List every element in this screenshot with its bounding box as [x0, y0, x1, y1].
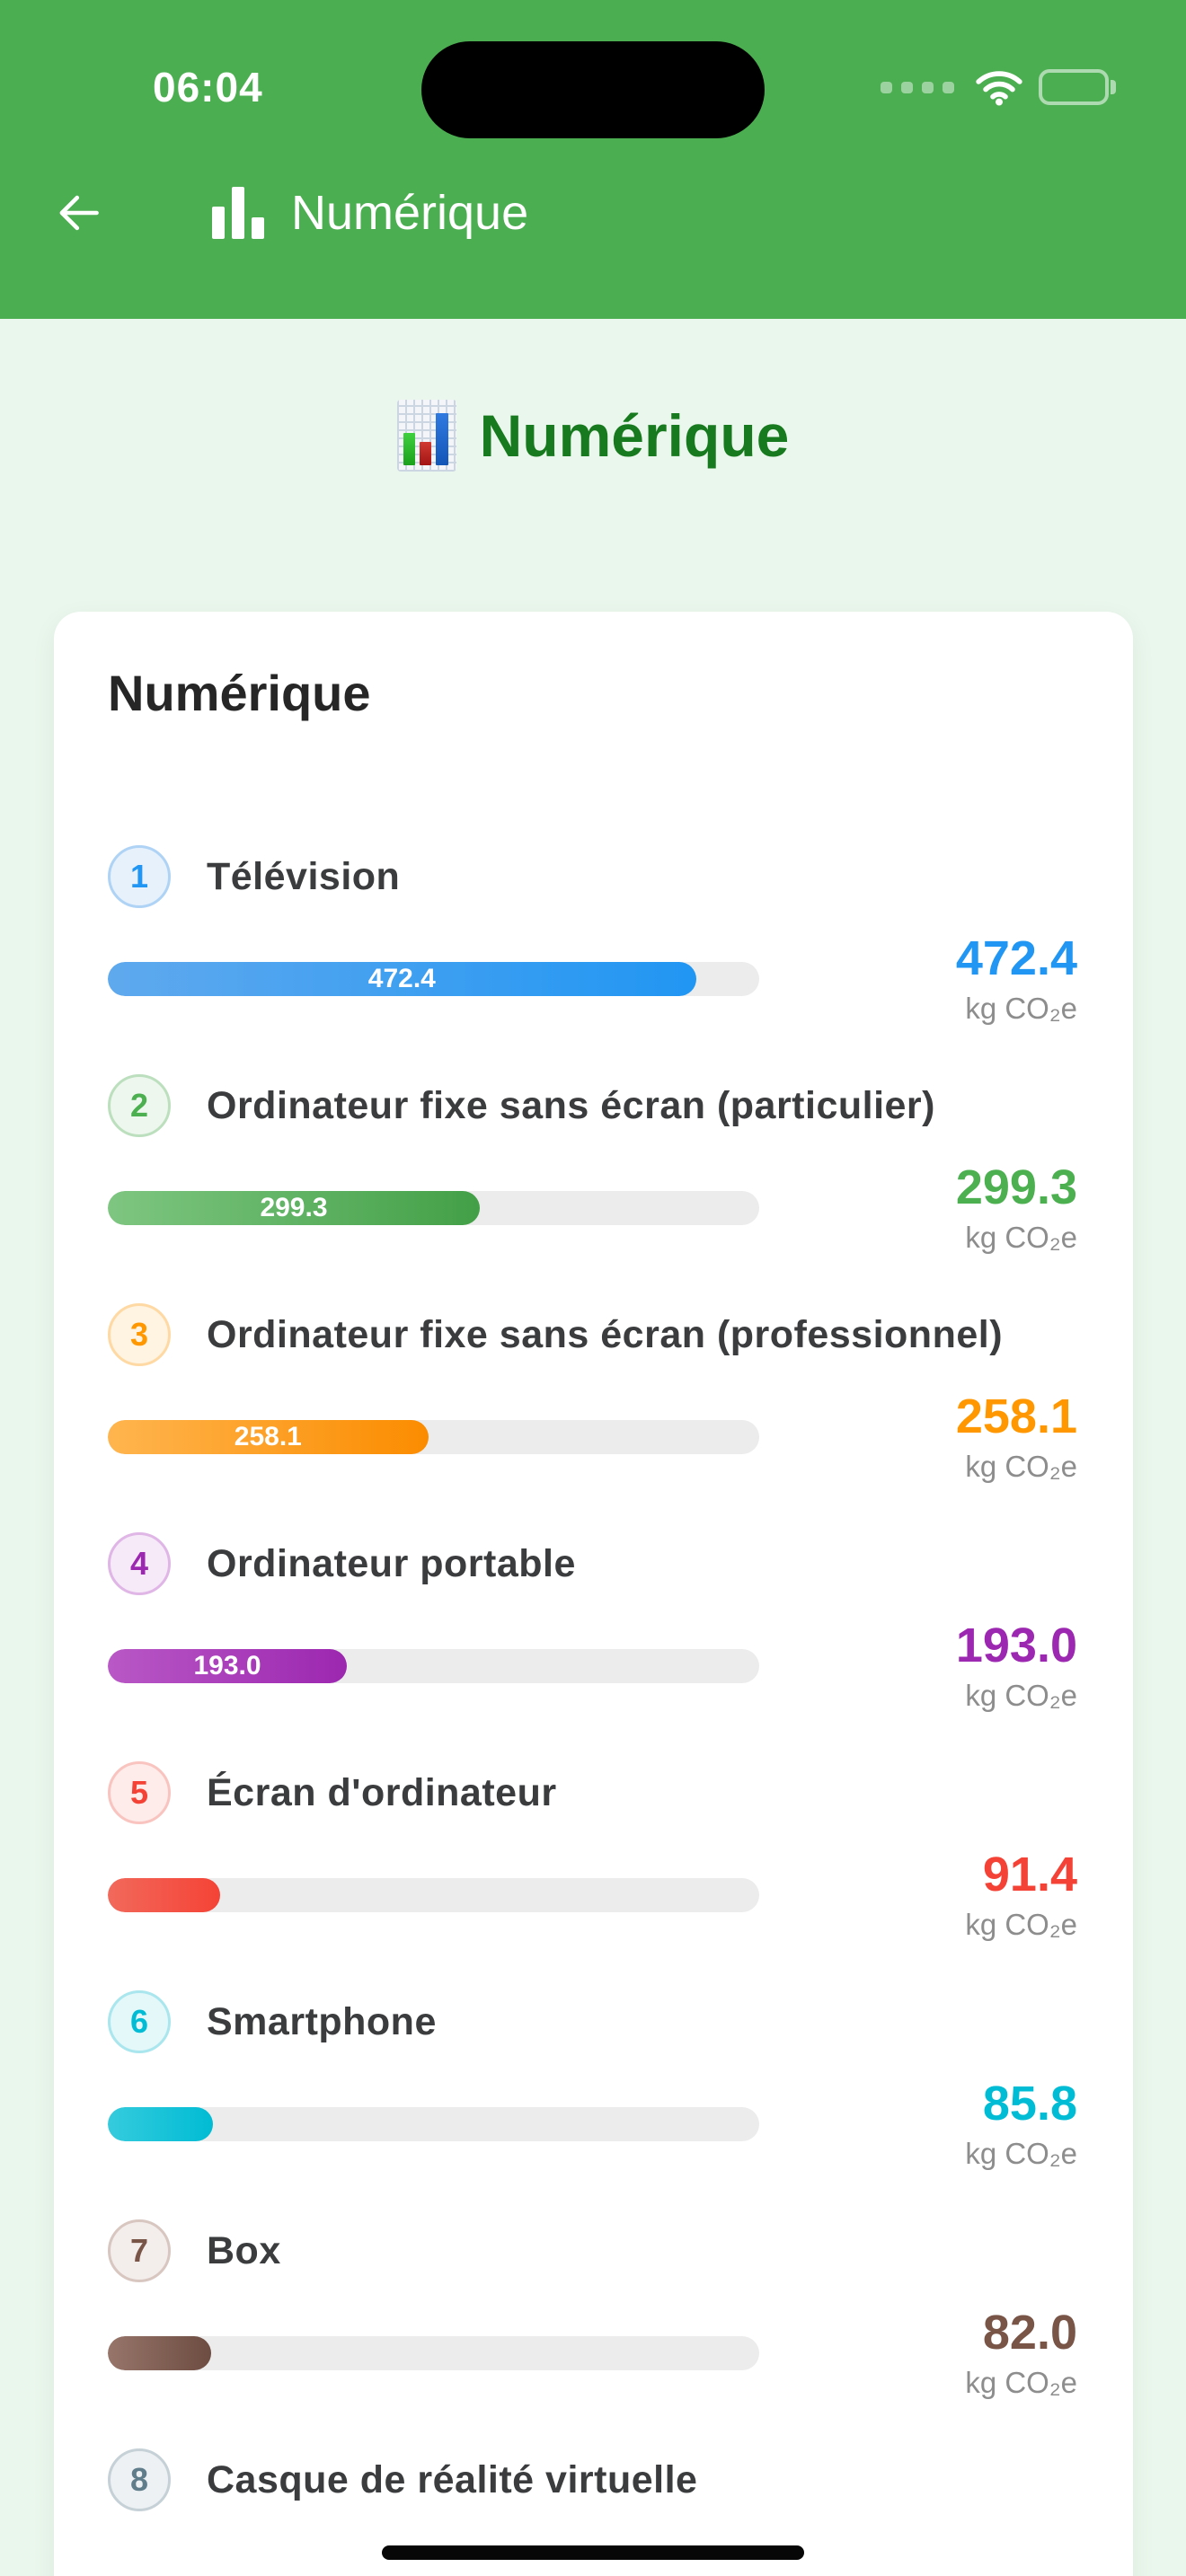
- value-block: [781, 1621, 1077, 1710]
- unit-text: kg CO₂e: [965, 1908, 1077, 1941]
- rank-badge: [108, 1074, 171, 1137]
- progress-bar-value-label: 299.3: [260, 1192, 328, 1222]
- rank-badge: [108, 2448, 171, 2511]
- app-bar: [0, 0, 1186, 319]
- rank-number: 8: [129, 2461, 149, 2498]
- bar-row: [108, 1850, 1077, 1939]
- category-list: [108, 844, 1077, 2512]
- value-block: [781, 2308, 1077, 2397]
- category-row[interactable]: [108, 1531, 1077, 1710]
- category-label: Écran d'ordinateur: [207, 1770, 557, 1814]
- dynamic-island: [421, 41, 765, 138]
- unit-text: kg CO₂e: [965, 1679, 1077, 1712]
- rank-badge: [108, 1532, 171, 1595]
- category-label: Smartphone: [207, 1999, 437, 2043]
- value-block: [781, 1160, 1077, 1254]
- category-label: Ordinateur portable: [207, 1541, 576, 1585]
- category-label: Casque de réalité virtuelle: [207, 2457, 698, 2501]
- progress-bar-track: [108, 2107, 759, 2141]
- category-row[interactable]: [108, 1302, 1077, 1481]
- rank-number: 6: [129, 2003, 149, 2040]
- progress-bar-track: [108, 1649, 759, 1683]
- progress-bar-value-label: 193.0: [193, 1650, 261, 1681]
- progress-bar-track: [108, 1878, 759, 1912]
- arrow-left-icon: [52, 187, 104, 239]
- value-block: [781, 2079, 1077, 2168]
- wifi-icon: [974, 68, 1024, 106]
- category-row[interactable]: [108, 1760, 1077, 1939]
- rank-badge: [108, 1990, 171, 2053]
- value-text: 85.8: [982, 2077, 1077, 2130]
- value-text: 299.3: [955, 1160, 1077, 1214]
- value-block: [781, 1389, 1077, 1483]
- rank-badge: [108, 1761, 171, 1824]
- bar-row: [108, 2079, 1077, 2168]
- card-title: Numérique: [108, 665, 371, 721]
- progress-bar-fill: [108, 2107, 213, 2141]
- unit-text: kg CO₂e: [965, 992, 1077, 1025]
- progress-bar-fill: [108, 1878, 220, 1912]
- rank-number: 2: [129, 1087, 149, 1124]
- category-label: Ordinateur fixe sans écran (particulier): [207, 1083, 935, 1127]
- unit-text: kg CO₂e: [965, 2366, 1077, 2399]
- bar-row: [108, 2308, 1077, 2397]
- category-label: Box: [207, 2228, 281, 2272]
- category-label: Télévision: [207, 854, 401, 898]
- bar-row: [108, 1160, 1077, 1254]
- category-row[interactable]: [108, 1989, 1077, 2168]
- progress-bar-fill: [108, 1649, 347, 1683]
- value-text: 258.1: [955, 1389, 1077, 1443]
- value-text: 91.4: [982, 1848, 1077, 1901]
- category-row[interactable]: [108, 1073, 1077, 1252]
- bar-chart-emoji-icon: [397, 400, 456, 472]
- value-text: 193.0: [955, 1619, 1077, 1672]
- page-title-text: Numérique: [479, 402, 790, 469]
- category-row[interactable]: [108, 844, 1077, 1023]
- rank-number: 5: [129, 1774, 149, 1811]
- category-label: Ordinateur fixe sans écran (professionnel): [207, 1312, 1004, 1356]
- cellular-dots-icon: [881, 82, 954, 93]
- rank-number: 7: [129, 2232, 149, 2269]
- progress-bar-fill: [108, 2336, 211, 2370]
- bar-chart-icon: [212, 187, 264, 239]
- status-bar: [0, 0, 1186, 142]
- page-title: [0, 394, 1186, 477]
- progress-bar-track: [108, 1191, 759, 1225]
- value-block: [781, 931, 1077, 1025]
- rank-badge: [108, 845, 171, 908]
- progress-bar-track: [108, 962, 759, 996]
- progress-bar-fill: [108, 1191, 480, 1225]
- rank-number: 1: [129, 858, 149, 895]
- category-card: [54, 612, 1133, 2576]
- progress-bar-track: [108, 1420, 759, 1454]
- progress-bar-track: [108, 2336, 759, 2370]
- battery-icon: [1039, 69, 1116, 105]
- navigation-bar: [0, 146, 1186, 280]
- unit-text: kg CO₂e: [965, 1221, 1077, 1254]
- category-row[interactable]: [108, 2219, 1077, 2397]
- back-button[interactable]: [52, 181, 115, 244]
- unit-text: kg CO₂e: [965, 1450, 1077, 1483]
- rank-number: 4: [129, 1545, 149, 1582]
- rank-badge: [108, 1303, 171, 1366]
- bar-row: [108, 1621, 1077, 1710]
- progress-bar-value-label: 472.4: [367, 963, 436, 993]
- status-time: 06:04: [153, 64, 263, 110]
- rank-badge: [108, 2219, 171, 2282]
- bar-row: [108, 931, 1077, 1025]
- nav-title: Numérique: [291, 186, 529, 240]
- bar-row: [108, 1389, 1077, 1483]
- progress-bar-fill: [108, 962, 696, 996]
- progress-bar-value-label: 258.1: [234, 1421, 302, 1451]
- category-row[interactable]: [108, 2448, 1077, 2512]
- value-text: 472.4: [955, 931, 1077, 985]
- progress-bar-fill: [108, 1420, 429, 1454]
- value-text: 82.0: [982, 2306, 1077, 2360]
- home-indicator[interactable]: [382, 2545, 804, 2560]
- unit-text: kg CO₂e: [965, 2137, 1077, 2170]
- value-block: [781, 1850, 1077, 1939]
- rank-number: 3: [129, 1316, 149, 1353]
